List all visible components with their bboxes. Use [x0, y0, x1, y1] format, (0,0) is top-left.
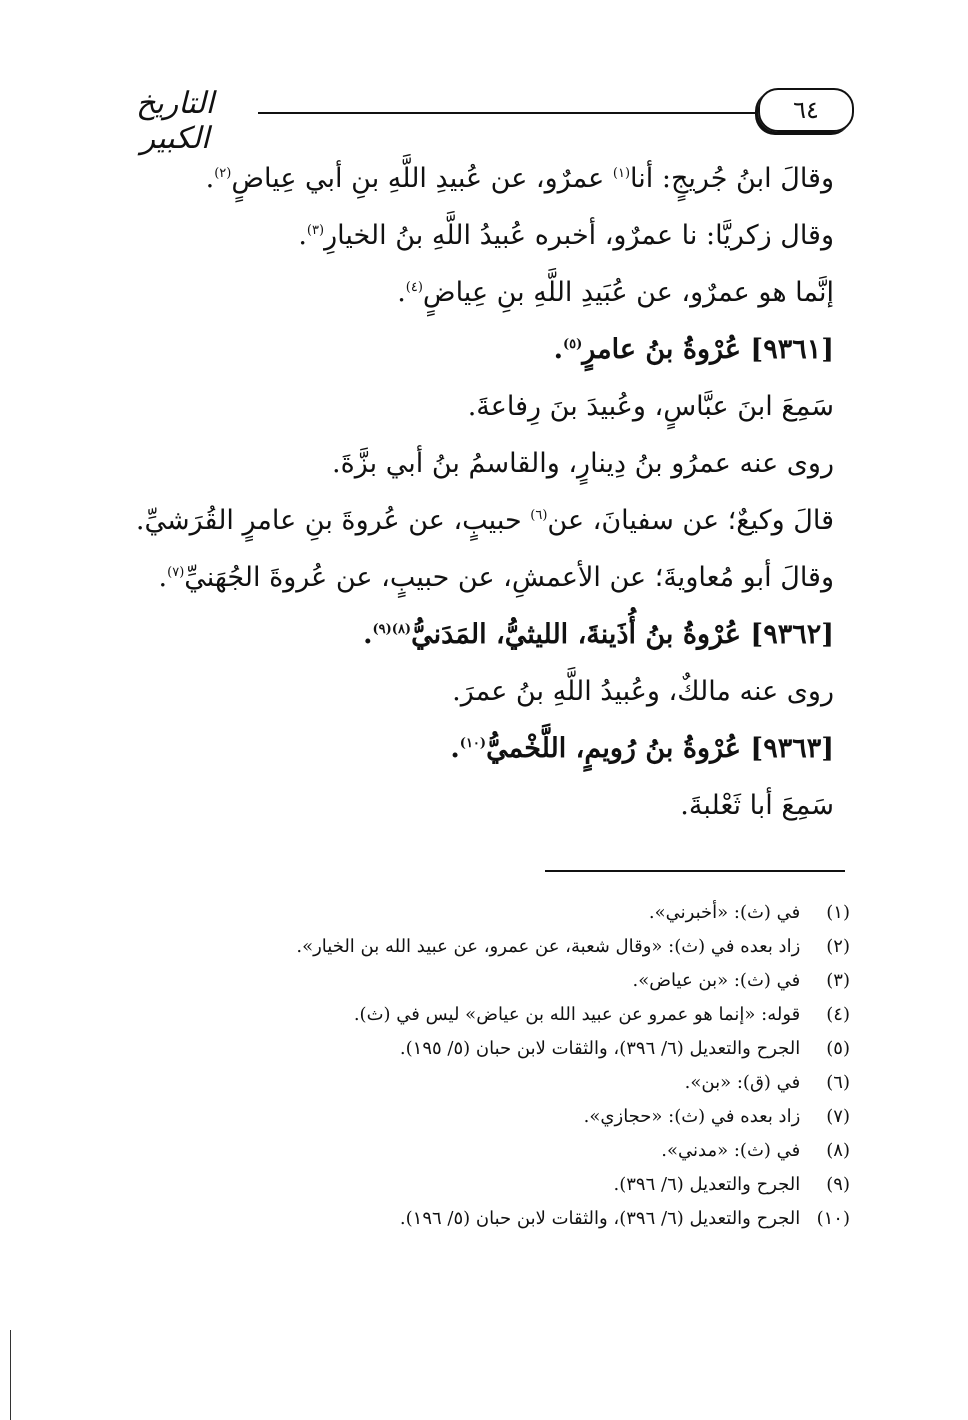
footnote [300, 998, 850, 1032]
footnote-text: الجرح والتعديل (٦/ ٣٩٦)، والثقات لابن حبان (٥/ ١٩٥). [399, 1038, 801, 1059]
footnote [296, 930, 850, 964]
entry-heading [110, 321, 834, 378]
text-segment: . [298, 220, 307, 251]
footnote-text: زاد بعده في (ث): «وقال شعبة، عن عمرو، عن عبيد الله بن الخيار». [296, 936, 801, 957]
footnote [300, 1134, 850, 1168]
footnote-number: (٤) [826, 1004, 850, 1025]
text-segment: حبيبٍ، عن عُروةَ بنِ عامرٍ القُرَشيِّ. [135, 505, 531, 536]
footnote-text: قوله: «إنما هو عمرو عن عبيد الله بن عياض» ليس في (ث). [353, 1004, 801, 1025]
footnote-text: الجرح والتعديل (٦/ ٣٩٦). [613, 1174, 801, 1195]
text-segment: . [205, 163, 215, 194]
footnote-number: (٢) [826, 936, 850, 957]
text-segment: إنَّما هو عمرٌو، عن عُبَيدِ اللَّهِ بنِ عِياضٍ [422, 277, 834, 308]
footnote [300, 1032, 850, 1066]
footnote-number: (٦) [826, 1072, 850, 1093]
text-line [110, 264, 834, 321]
footnote [300, 896, 850, 930]
footnote-ref: (١٠) [459, 736, 487, 751]
text-segment: . [450, 733, 460, 764]
footnote-number: (١٠) [816, 1208, 850, 1229]
text-line [110, 492, 834, 549]
text-line [110, 150, 834, 207]
text-line [110, 549, 834, 606]
footnote [300, 1066, 850, 1100]
footnote-ref: (٤) [405, 280, 423, 295]
text-segment: روى عنه عمرُو بنُ دِينارٍ، والقاسمُ بنُ أبي بزَّةَ. [332, 448, 834, 479]
footnote-number: (٣) [826, 970, 850, 991]
text-segment: . [158, 562, 168, 593]
book-title: التاريخ الكبير [136, 86, 214, 156]
text-segment: قالَ وكيعٌ؛ عن سفيانَ، عن [547, 505, 834, 536]
text-segment: . [397, 277, 406, 308]
text-segment: [٩٣٦٢] عُرْوةُ بنُ أُذَينةَ، الليثيُّ، المَدَنيُّ [411, 619, 834, 650]
footnote-ref: (٥) [562, 337, 583, 352]
footnote-ref: (٦) [530, 508, 548, 523]
footnote-ref: (٨)(٩) [372, 622, 412, 637]
footnote-ref: (٧) [167, 565, 185, 580]
footnote-number: (٥) [826, 1038, 850, 1059]
page-header [100, 82, 860, 156]
footnote-ref: (٣) [306, 223, 325, 238]
footnote-text: زاد بعده في (ث): «حجازي». [583, 1106, 801, 1127]
footnote-ref: (١) [612, 166, 631, 181]
page-number-badge [758, 88, 854, 132]
margin-mark [10, 1330, 11, 1420]
text-segment: سَمِعَ أبا ثَعْلبةَ. [680, 790, 834, 821]
entry-heading [110, 606, 834, 663]
text-line [110, 435, 834, 492]
footnote-separator [545, 870, 845, 872]
footnote [300, 1100, 850, 1134]
footnote-text: في (ق): «بن». [684, 1072, 801, 1093]
footnote-number: (٩) [826, 1174, 850, 1195]
footnote-number: (٨) [826, 1140, 850, 1161]
text-segment: . [553, 334, 563, 365]
text-line [110, 207, 834, 264]
text-segment: عمرٌو، عن عُبيدِ اللَّهِ بنِ أبي عِياضٍ [231, 163, 613, 194]
footnote-number: (١) [826, 902, 850, 923]
text-line [110, 663, 834, 720]
text-line [110, 378, 834, 435]
footnote [300, 964, 850, 998]
footnote [300, 1168, 850, 1202]
text-segment: وقالَ ابنُ جُريجٍ: أنا [630, 163, 834, 194]
footnote-text: في (ث): «مدني». [661, 1140, 801, 1161]
text-segment: روى عنه مالكٌ، وعُبيدُ اللَّهِ بنُ عمرَ. [452, 676, 834, 707]
text-line [110, 777, 834, 834]
footnote-text: في (ث): «بن عياض». [632, 970, 801, 991]
text-segment: وقالَ أبو مُعاويةَ؛ عن الأعمشِ، عن حبيبٍ، عن عُروةَ الجُهَنيِّ [184, 562, 834, 593]
footnote [300, 1202, 850, 1236]
header-rule [258, 112, 758, 114]
footnote-ref: (٢) [214, 166, 232, 181]
page-number: ٦٤ [793, 96, 819, 124]
footnote-number: (٧) [826, 1106, 850, 1127]
text-segment: [٩٣٦١] عُرْوةُ بنُ عامرٍ [582, 334, 834, 365]
footnotes [296, 896, 850, 1236]
text-segment: وقال زكريَّا: نا عمرٌو، أخبره عُبيدُ اللَّهِ بنُ الخيارِ [324, 220, 834, 251]
main-text [110, 150, 834, 834]
text-segment: سَمِعَ ابنَ عبَّاسٍ، وعُبيدَ بنَ رِفاعةَ. [467, 391, 834, 422]
entry-heading [110, 720, 834, 777]
footnote-text: في (ث): «أخبرني». [648, 902, 801, 923]
text-segment: . [363, 619, 373, 650]
footnote-text: الجرح والتعديل (٦/ ٣٩٦)، والثقات لابن حبان (٥/ ١٩٦). [399, 1208, 801, 1229]
text-segment: [٩٣٦٣] عُرْوةُ بنُ رُويمٍ، اللَّخْميُّ [486, 733, 834, 764]
